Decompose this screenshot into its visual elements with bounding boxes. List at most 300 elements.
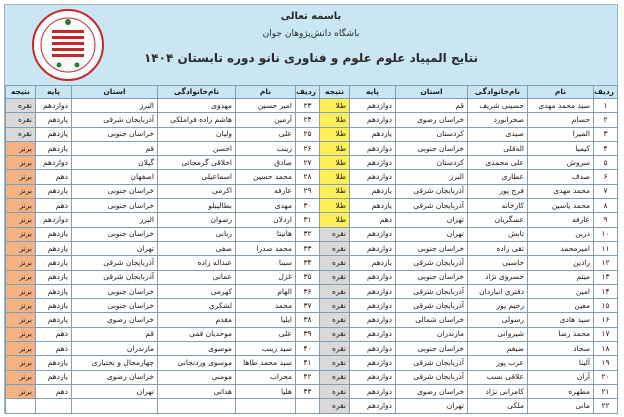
table-row xyxy=(320,399,618,413)
cell-family: ضیغم xyxy=(468,342,528,356)
cell-row: ۱۲ xyxy=(594,256,618,270)
col-family-header: نام‌خانوادگی xyxy=(158,86,236,99)
table-row xyxy=(6,327,320,341)
cell-province: چهارمحال و بختیاری xyxy=(72,356,158,370)
cell-name: محمد صدرا xyxy=(236,241,296,255)
cell-family: تابش xyxy=(468,227,528,241)
cell-family: مهدوی xyxy=(158,99,236,113)
cell-row: ۲۴ xyxy=(296,113,320,127)
cell-row: ۲۰ xyxy=(594,370,618,384)
cell-province: خراسان جنوبی xyxy=(396,241,468,255)
cell-row: ۴ xyxy=(594,141,618,155)
table-row xyxy=(6,384,320,398)
cell-row: ۱۳ xyxy=(594,270,618,284)
cell-province: قم xyxy=(72,327,158,341)
col-province-header: استان xyxy=(72,86,158,99)
cell-result: برنز xyxy=(6,141,36,155)
cell-row: ۷ xyxy=(594,184,618,198)
table-row xyxy=(320,342,618,356)
cell-name: سجاد xyxy=(528,342,594,356)
cell-grade: دهم xyxy=(350,213,396,227)
table-row xyxy=(320,384,618,398)
cell-result: نقره xyxy=(320,313,350,327)
cell-grade: یازدهم xyxy=(36,313,72,327)
cell-family: مومنی xyxy=(158,370,236,384)
organization-logo xyxy=(31,8,105,82)
cell-result: نقره xyxy=(6,113,36,127)
cell-result: طلا xyxy=(320,184,350,198)
table-header-row xyxy=(6,86,320,99)
cell-province: خراسان جنوبی xyxy=(72,127,158,141)
results-table-right xyxy=(319,85,618,414)
cell-grade: دهم xyxy=(36,199,72,213)
cell-grade: دوازدهم xyxy=(350,342,396,356)
cell-province: آذربایجان شرقی xyxy=(396,199,468,213)
cell-province: آذربایجان شرقی xyxy=(396,370,468,384)
cell-province: تهران xyxy=(72,384,158,398)
cell-name: سید هادی xyxy=(528,313,594,327)
table-row xyxy=(6,284,320,298)
cell-result: نقره xyxy=(320,342,350,356)
cell-grade: یازدهم xyxy=(36,227,72,241)
cell-province: اصفهان xyxy=(72,170,158,184)
cell-grade: دوازدهم xyxy=(350,227,396,241)
cell-family: اله‌قلی xyxy=(468,141,528,155)
cell-name: هانیتا xyxy=(236,227,296,241)
col-result-header: نتیجه xyxy=(6,86,36,99)
cell-name: اردلان xyxy=(236,213,296,227)
header-title-3: نتایج المپیاد علوم علوم و فناوری نانو دوره تابستان ۱۴۰۴ xyxy=(143,51,479,65)
cell-family: هداتی xyxy=(158,384,236,398)
cell-family: بطالیبلو xyxy=(158,199,236,213)
table-row xyxy=(320,370,618,384)
table-row xyxy=(6,213,320,227)
table-row xyxy=(6,241,320,255)
header-banner xyxy=(5,5,617,86)
cell-name: میثم xyxy=(528,270,594,284)
cell-result: نقره xyxy=(320,327,350,341)
cell-result: برنز xyxy=(6,313,36,327)
cell-result: برنز xyxy=(6,256,36,270)
cell-result: برنز xyxy=(6,342,36,356)
cell-grade: یازدهم xyxy=(36,270,72,284)
cell-province xyxy=(72,399,158,413)
cell-row: ۴۳ xyxy=(296,384,320,398)
cell-family: موسوی xyxy=(158,342,236,356)
cell-name: درین xyxy=(528,227,594,241)
cell-name: سروش xyxy=(528,156,594,170)
table-row xyxy=(6,313,320,327)
table-row xyxy=(320,141,618,155)
cell-grade: یازدهم xyxy=(350,184,396,198)
cell-family: موسوی وردنجانی xyxy=(158,356,236,370)
cell-row: ۳۲ xyxy=(296,227,320,241)
cell-grade xyxy=(36,399,72,413)
cell-province: تهران xyxy=(396,213,468,227)
col-row-header: ردیف xyxy=(296,86,320,99)
cell-province: خراسان جنوبی xyxy=(396,141,468,155)
cell-name: محمد xyxy=(236,299,296,313)
cell-name: المیرا xyxy=(528,127,594,141)
cell-result: نقره xyxy=(320,399,350,413)
cell-province: خراسان جنوبی xyxy=(396,342,468,356)
cell-province: گیلان xyxy=(72,156,158,170)
cell-family: تقی زاده xyxy=(468,241,528,255)
cell-result: نقره xyxy=(6,99,36,113)
cell-name: معین xyxy=(528,299,594,313)
col-name-header: نام xyxy=(236,86,296,99)
cell-result: طلا xyxy=(320,213,350,227)
table-row xyxy=(320,356,618,370)
cell-row: ۴۲ xyxy=(296,370,320,384)
cell-grade: دهم xyxy=(36,384,72,398)
cell-row: ۳ xyxy=(594,127,618,141)
cell-row: ۴۱ xyxy=(296,356,320,370)
cell-name: محمد حسین xyxy=(236,170,296,184)
cell-grade: دوازدهم xyxy=(350,370,396,384)
cell-name: زینب xyxy=(236,141,296,155)
cell-province: آذربایجان شرقی xyxy=(396,256,468,270)
cell-row xyxy=(296,399,320,413)
cell-family: رضوان xyxy=(158,213,236,227)
cell-name: سینا xyxy=(236,256,296,270)
cell-family: هاشم زاده فراملکی xyxy=(158,113,236,127)
table-row xyxy=(320,113,618,127)
cell-result: برنز xyxy=(6,370,36,384)
cell-row: ۳۰ xyxy=(296,199,320,213)
cell-row: ۱۶ xyxy=(594,313,618,327)
table-row xyxy=(320,184,618,198)
cell-grade: یازدهم xyxy=(36,284,72,298)
cell-family: احسن xyxy=(158,141,236,155)
cell-grade: دوازدهم xyxy=(350,284,396,298)
header-title-2: باشگاه دانش‌پژوهان جوان xyxy=(262,29,360,39)
cell-name: کیمیا xyxy=(528,141,594,155)
cell-result: نقره xyxy=(320,270,350,284)
cell-grade: دوازدهم xyxy=(350,156,396,170)
cell-row: ۱۸ xyxy=(594,342,618,356)
cell-result: نقره xyxy=(320,227,350,241)
table-row xyxy=(320,270,618,284)
cell-result: نقره xyxy=(320,284,350,298)
cell-row: ۳۵ xyxy=(296,270,320,284)
cell-province: خراسان رضوی xyxy=(396,384,468,398)
cell-grade: دهم xyxy=(36,170,72,184)
cell-result: برنز xyxy=(6,227,36,241)
cell-grade: دوازدهم xyxy=(350,99,396,113)
cell-family: مقدم xyxy=(158,313,236,327)
cell-name: محراب xyxy=(236,370,296,384)
cell-province: قم xyxy=(396,99,468,113)
cell-result: نقره xyxy=(320,299,350,313)
table-row xyxy=(6,199,320,213)
col-province-header: استان xyxy=(396,86,468,99)
cell-name: آران xyxy=(528,370,594,384)
table-row xyxy=(320,256,618,270)
cell-name: امین xyxy=(528,284,594,298)
cell-row: ۳۳ xyxy=(296,241,320,255)
cell-grade: یازدهم xyxy=(36,184,72,198)
cell-name: علی xyxy=(236,127,296,141)
cell-family: شیروانی xyxy=(468,327,528,341)
table-row xyxy=(6,141,320,155)
cell-row: ۹ xyxy=(594,213,618,227)
cell-name: امیرمحمد xyxy=(528,241,594,255)
table-row xyxy=(6,156,320,170)
cell-family: حاسبی xyxy=(468,256,528,270)
cell-province: آذربایجان شرقی xyxy=(396,184,468,198)
cell-row: ۱۰ xyxy=(594,227,618,241)
cell-result: طلا xyxy=(320,156,350,170)
cell-row: ۳۱ xyxy=(296,213,320,227)
cell-grade: دوازدهم xyxy=(350,170,396,184)
cell-row: ۳۷ xyxy=(296,299,320,313)
cell-province: خراسان جنوبی xyxy=(396,270,468,284)
cell-family: عسگریان xyxy=(468,213,528,227)
table-header-row xyxy=(320,86,618,99)
cell-grade: دهم xyxy=(36,342,72,356)
cell-name: عارفه xyxy=(236,184,296,198)
cell-result: طلا xyxy=(320,99,350,113)
table-row xyxy=(320,170,618,184)
cell-row: ۱۴ xyxy=(594,284,618,298)
cell-row: ۲۱ xyxy=(594,384,618,398)
cell-family: علاقی نسب xyxy=(468,370,528,384)
cell-row: ۲۳ xyxy=(296,99,320,113)
table-row xyxy=(320,199,618,213)
cell-name: امیر حسین xyxy=(236,99,296,113)
table-row xyxy=(320,227,618,241)
cell-province: تهران xyxy=(72,241,158,255)
cell-family: خسروی نژاد xyxy=(468,270,528,284)
results-sheet xyxy=(4,4,618,414)
table-row xyxy=(320,127,618,141)
cell-family: موحدیان قمی xyxy=(158,327,236,341)
cell-province: خراسان جنوبی xyxy=(72,227,158,241)
cell-grade: دوازدهم xyxy=(350,313,396,327)
cell-row: ۲۵ xyxy=(296,127,320,141)
cell-province: خراسان رضوی xyxy=(72,313,158,327)
cell-province: مازندران xyxy=(72,342,158,356)
cell-name xyxy=(236,399,296,413)
cell-name: مهدی xyxy=(236,199,296,213)
cell-family: عطاری xyxy=(468,170,528,184)
cell-result: برنز xyxy=(6,184,36,198)
cell-province: آذربایجان شرقی xyxy=(72,113,158,127)
cell-grade: دوازدهم xyxy=(350,399,396,413)
cell-province: آذربایجان شرقی xyxy=(396,299,468,313)
cell-family: اسماعیلی xyxy=(158,170,236,184)
cell-name: سید محمد طاها xyxy=(236,356,296,370)
table-row xyxy=(6,356,320,370)
cell-province: قم xyxy=(72,141,158,155)
cell-row: ۲ xyxy=(594,113,618,127)
cell-result: برنز xyxy=(6,356,36,370)
cell-name: رادین xyxy=(528,256,594,270)
col-grade-header: پایه xyxy=(36,86,72,99)
cell-row: ۳۸ xyxy=(296,313,320,327)
table-row xyxy=(320,299,618,313)
cell-result: نقره xyxy=(6,127,36,141)
cell-grade: دوازدهم xyxy=(350,384,396,398)
cell-province: البرز xyxy=(72,99,158,113)
cell-family: ربانی xyxy=(158,227,236,241)
cell-result: برنز xyxy=(6,270,36,284)
table-row xyxy=(6,184,320,198)
cell-name: محمد مهدی xyxy=(528,184,594,198)
table-row xyxy=(6,270,320,284)
col-row-header: ردیف xyxy=(594,86,618,99)
cell-grade: دوازدهم xyxy=(350,270,396,284)
cell-row: ۳۴ xyxy=(296,256,320,270)
cell-family: کهرمی xyxy=(158,284,236,298)
cell-family: اخلاقی گرمجانی xyxy=(158,156,236,170)
cell-grade: دوازدهم xyxy=(350,113,396,127)
cell-family: صفی xyxy=(158,241,236,255)
cell-name: حسام xyxy=(528,113,594,127)
cell-name: هلیا xyxy=(236,384,296,398)
cell-row: ۸ xyxy=(594,199,618,213)
cell-result: برنز xyxy=(6,213,36,227)
cell-row: ۱۵ xyxy=(594,299,618,313)
cell-family: کامرانی نژاد xyxy=(468,384,528,398)
table-row xyxy=(6,99,320,113)
cell-family: کارخانه xyxy=(468,199,528,213)
cell-row: ۳۶ xyxy=(296,284,320,298)
cell-name: علی xyxy=(236,327,296,341)
cell-name: محمد رضا xyxy=(528,327,594,341)
cell-row: ۱۱ xyxy=(594,241,618,255)
cell-province: تهران xyxy=(396,399,468,413)
cell-province: مازندران xyxy=(396,327,468,341)
cell-result: طلا xyxy=(320,141,350,155)
cell-row: ۴۰ xyxy=(296,342,320,356)
cell-province: آذربایجان شرقی xyxy=(72,270,158,284)
cell-family: صحرانورد xyxy=(468,113,528,127)
table-row xyxy=(6,299,320,313)
cell-grade: دوازدهم xyxy=(350,241,396,255)
table-row xyxy=(320,313,618,327)
table-row xyxy=(320,213,618,227)
cell-family: ولیان xyxy=(158,127,236,141)
cell-result: برنز xyxy=(6,156,36,170)
cell-province: خراسان جنوبی xyxy=(72,299,158,313)
cell-grade: یازدهم xyxy=(36,299,72,313)
cell-result: برنز xyxy=(6,199,36,213)
cell-row: ۲۶ xyxy=(296,141,320,155)
cell-grade: یازدهم xyxy=(36,113,72,127)
cell-family: حسینی شریف xyxy=(468,99,528,113)
cell-grade: یازدهم xyxy=(36,356,72,370)
table-row xyxy=(320,156,618,170)
cell-family: ملکی xyxy=(468,399,528,413)
col-result-header: نتیجه xyxy=(320,86,350,99)
cell-grade: یازدهم xyxy=(36,141,72,155)
table-row xyxy=(6,342,320,356)
cell-grade: دوازدهم xyxy=(36,213,72,227)
cell-province: کردستان xyxy=(396,127,468,141)
table-row xyxy=(6,113,320,127)
cell-result: طلا xyxy=(320,127,350,141)
cell-result: برنز xyxy=(6,284,36,298)
cell-grade: دوازدهم xyxy=(36,156,72,170)
cell-result: برنز xyxy=(6,384,36,398)
cell-name: سید زینب xyxy=(236,342,296,356)
cell-family: عرب پور xyxy=(468,356,528,370)
cell-province: خراسان جنوبی xyxy=(72,199,158,213)
table-row xyxy=(6,256,320,270)
cell-name: عارفه xyxy=(528,213,594,227)
results-table-left xyxy=(5,85,320,414)
cell-family: علی محمدی xyxy=(468,156,528,170)
cell-grade: یازدهم xyxy=(36,127,72,141)
cell-province: خراسان جنوبی xyxy=(72,184,158,198)
cell-grade: یازدهم xyxy=(350,127,396,141)
col-grade-header: پایه xyxy=(350,86,396,99)
cell-family: فرج پور xyxy=(468,184,528,198)
cell-name: محمد یاسین xyxy=(528,199,594,213)
cell-name: سید محمد مهدی xyxy=(528,99,594,113)
cell-result: نقره xyxy=(320,384,350,398)
cell-row: ۲۷ xyxy=(296,156,320,170)
cell-family: رسولی xyxy=(468,313,528,327)
cell-result: نقره xyxy=(320,256,350,270)
cell-result: برنز xyxy=(6,299,36,313)
cell-result: نقره xyxy=(320,241,350,255)
cell-grade: دوازدهم xyxy=(36,99,72,113)
cell-name: الهام xyxy=(236,284,296,298)
table-row xyxy=(320,241,618,255)
cell-grade: یازدهم xyxy=(36,241,72,255)
cell-grade: یازدهم xyxy=(350,256,396,270)
cell-family: اکرمی xyxy=(158,184,236,198)
cell-grade: دوازدهم xyxy=(350,356,396,370)
cell-row: ۲۹ xyxy=(296,184,320,198)
cell-name: صادق xyxy=(236,156,296,170)
table-row xyxy=(6,127,320,141)
cell-row: ۱۷ xyxy=(594,327,618,341)
cell-row: ۵ xyxy=(594,156,618,170)
cell-name: آرمین xyxy=(236,113,296,127)
col-name-header: نام xyxy=(528,86,594,99)
table-row xyxy=(6,227,320,241)
cell-family: صیدی xyxy=(468,127,528,141)
cell-family: لشکری xyxy=(158,299,236,313)
cell-family: عمانی xyxy=(158,270,236,284)
table-row xyxy=(6,170,320,184)
cell-result: طلا xyxy=(320,170,350,184)
cell-province: البرز xyxy=(396,170,468,184)
cell-name: صدف xyxy=(528,170,594,184)
table-row xyxy=(320,327,618,341)
cell-result: برنز xyxy=(6,170,36,184)
cell-province: خراسان رضوی xyxy=(72,370,158,384)
cell-name: غزل xyxy=(236,270,296,284)
cell-result: نقره xyxy=(320,356,350,370)
cell-result: برنز xyxy=(6,327,36,341)
cell-row: ۱۹ xyxy=(594,356,618,370)
cell-result: طلا xyxy=(320,113,350,127)
cell-result xyxy=(6,399,36,413)
cell-row: ۶ xyxy=(594,170,618,184)
cell-family: رحیم پور xyxy=(468,299,528,313)
cell-province: آذربایجان شرقی xyxy=(396,284,468,298)
cell-province: البرز xyxy=(72,213,158,227)
header-title-1: باسمه تعالی xyxy=(280,11,342,22)
cell-province: آذربایجان شرقی xyxy=(396,356,468,370)
cell-province: آذربایجان شرقی xyxy=(72,256,158,270)
cell-grade: یازدهم xyxy=(36,370,72,384)
